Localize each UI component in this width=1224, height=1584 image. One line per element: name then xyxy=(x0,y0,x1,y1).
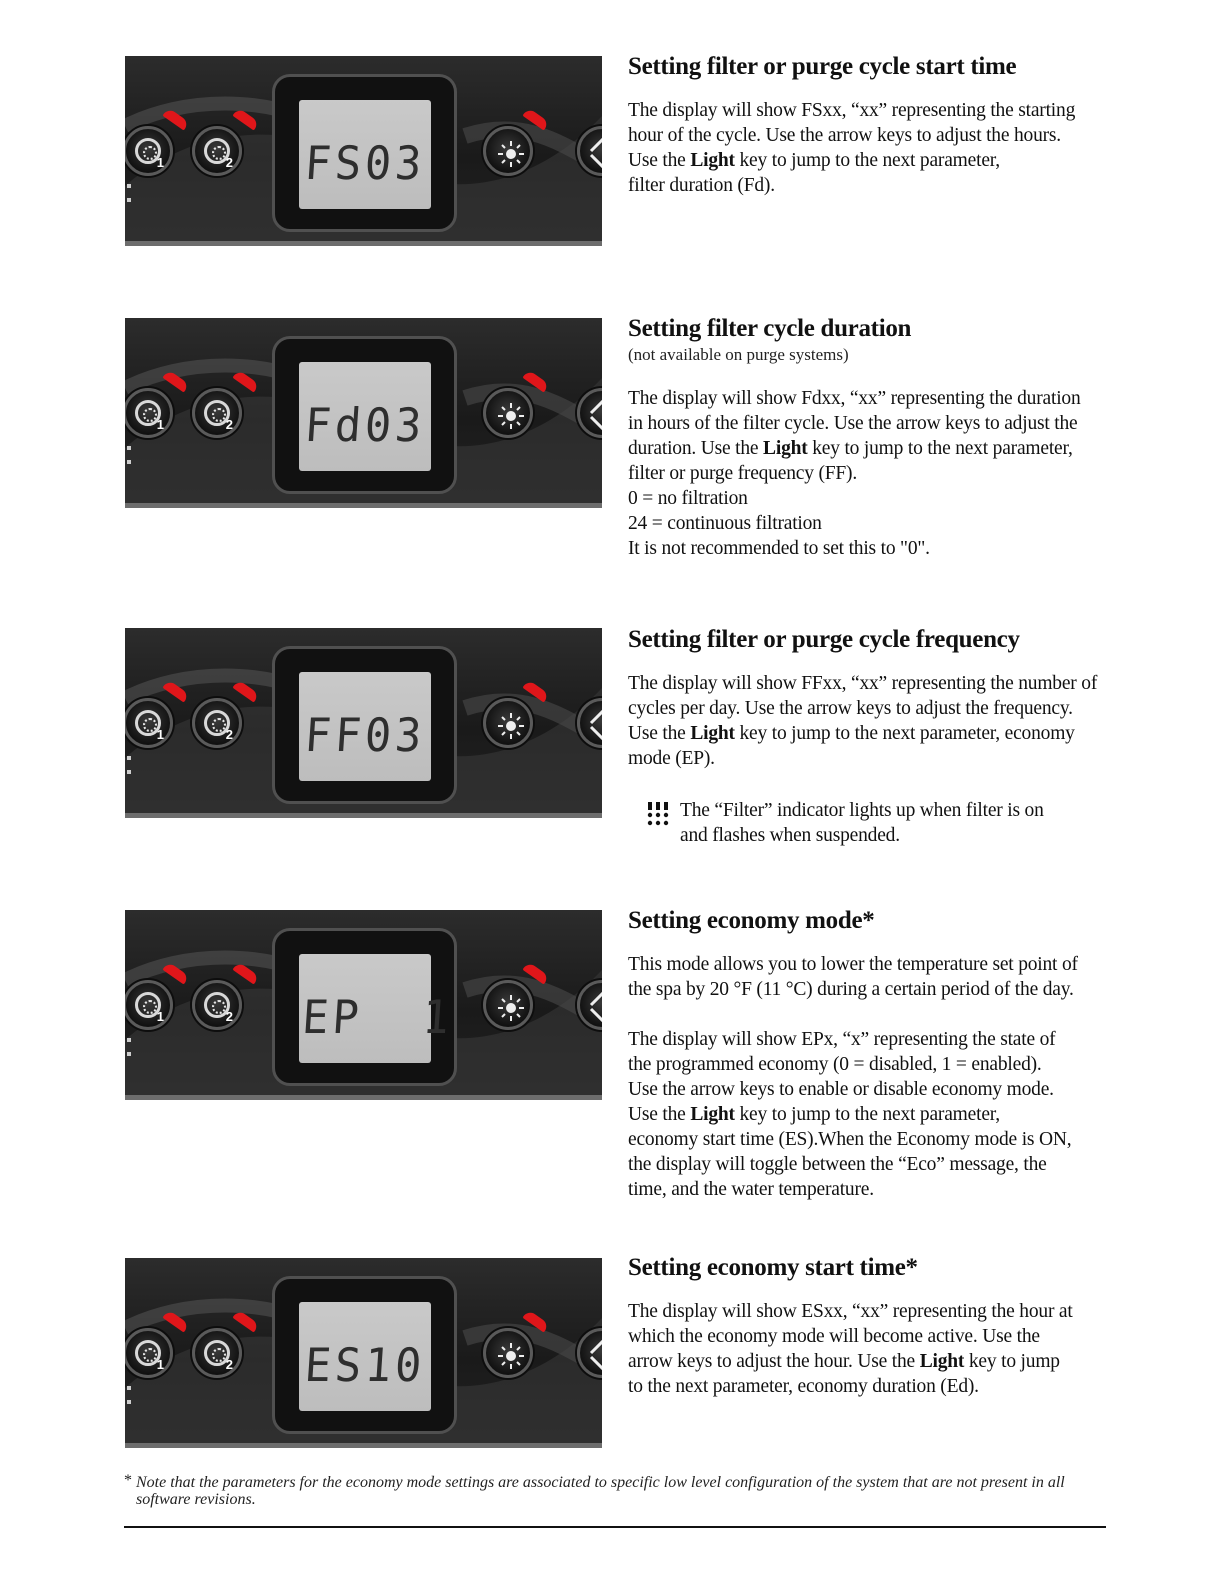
pump1-number: 1 xyxy=(156,155,164,170)
section-heading: Setting economy mode* xyxy=(628,907,875,934)
section-economy-start-time xyxy=(628,1253,1118,1399)
pump1-number: 1 xyxy=(156,417,164,432)
lcd-readout: FS03 xyxy=(302,136,428,190)
lcd-screen xyxy=(299,362,431,471)
sun-icon xyxy=(497,402,525,430)
up-down-arrow-icon xyxy=(587,397,602,433)
section-heading: Setting filter or purge cycle start time xyxy=(628,53,1017,80)
up-down-arrow-icon xyxy=(587,135,602,171)
section-intro: This mode allows you to lower the temperature set point of the spa by 20 °F (11 °C) during a certain period of the day. xyxy=(628,954,1078,1000)
up-down-arrow-icon xyxy=(587,1337,602,1373)
lcd-readout: Fd03 xyxy=(302,398,428,452)
light-button[interactable] xyxy=(483,698,533,748)
control-panel-image xyxy=(125,318,602,508)
control-panel-image xyxy=(125,56,602,246)
section-body: The display will show FSxx, “xx” representing the starting hour of the cycle. Use the arrow keys to adjust the hours. Use the Light key to jump to the next parameter, filter duration (Fd). xyxy=(628,100,1076,196)
control-panel-image xyxy=(125,1258,602,1448)
section-filter-start-time xyxy=(628,52,1118,198)
sun-icon xyxy=(497,140,525,168)
pump2-button[interactable] xyxy=(192,698,242,748)
pump1-button[interactable] xyxy=(125,1328,173,1378)
section-heading: Setting filter cycle duration xyxy=(628,315,912,342)
light-button[interactable] xyxy=(483,980,533,1030)
display-bezel xyxy=(272,646,457,804)
pump2-button[interactable] xyxy=(192,388,242,438)
lcd-screen xyxy=(299,1302,431,1411)
lcd-readout: FF03 xyxy=(302,708,428,762)
pump2-number: 2 xyxy=(225,155,233,170)
control-panel-image xyxy=(125,910,602,1100)
lcd-screen xyxy=(299,672,431,781)
pump1-button[interactable] xyxy=(125,388,173,438)
light-button[interactable] xyxy=(483,1328,533,1378)
pump2-button[interactable] xyxy=(192,126,242,176)
sun-icon xyxy=(497,712,525,740)
up-down-arrow-icon xyxy=(587,989,602,1025)
pump1-number: 1 xyxy=(156,1357,164,1372)
sun-icon xyxy=(497,994,525,1022)
light-button[interactable] xyxy=(483,126,533,176)
up-down-arrow-icon xyxy=(587,707,602,743)
section-heading: Setting filter or purge cycle frequency xyxy=(628,626,1020,653)
pump2-number: 2 xyxy=(225,417,233,432)
pump1-button[interactable] xyxy=(125,126,173,176)
footnote xyxy=(124,1474,1104,1508)
filter-note-text: The “Filter” indicator lights up when filter is on and flashes when suspended. xyxy=(680,800,1044,846)
pump1-number: 1 xyxy=(156,1009,164,1024)
pump2-number: 2 xyxy=(225,727,233,742)
pump1-number: 1 xyxy=(156,727,164,742)
footer-rule xyxy=(124,1526,1106,1528)
section-body: The display will show FFxx, “xx” representing the number of cycles per day. Use the arrow keys to adjust the frequency. Use the Light key to jump to the next parameter, economy mode (EP). xyxy=(628,673,1098,769)
light-button[interactable] xyxy=(483,388,533,438)
pump2-button[interactable] xyxy=(192,980,242,1030)
pump1-button[interactable] xyxy=(125,698,173,748)
section-filter-duration xyxy=(628,314,1118,561)
lcd-readout: EP 1 xyxy=(300,990,455,1044)
pump2-number: 2 xyxy=(225,1009,233,1024)
footnote-text: Note that the parameters for the economy mode settings are associated to specific low level configuration of the system that are not present in all software revisions. xyxy=(136,1474,1065,1508)
lcd-readout: ES10 xyxy=(302,1338,428,1392)
display-bezel xyxy=(272,336,457,494)
section-filter-frequency xyxy=(628,625,1118,771)
section-body: The display will show EPx, “x” representing the state of the programmed economy (0 = disabled, 1 = enabled). Use the arrow keys to enable or disable economy mode. Use the Light key to jump to the next parameter, economy start time (ES).When the Economy mode is ON, the display will toggle between the “Eco” message, the time, and the water temperature. xyxy=(628,1029,1072,1200)
section-body: The display will show Fdxx, “xx” representing the duration in hours of the filter cycle. Use the arrow keys to adjust the duration. Use the Light key to jump to the next parameter, filter or purge frequency (FF). 0 = no filtration 24 = continuous filtration It is not recommended to set this to "0". xyxy=(628,388,1081,559)
section-subheading: (not available on purge systems) xyxy=(628,345,849,364)
display-bezel xyxy=(272,928,457,1086)
sun-icon xyxy=(497,1342,525,1370)
section-heading: Setting economy start time* xyxy=(628,1254,918,1281)
pump1-button[interactable] xyxy=(125,980,173,1030)
filter-indicator-icon xyxy=(646,802,670,828)
section-economy-mode xyxy=(628,906,1118,1202)
pump2-number: 2 xyxy=(225,1357,233,1372)
pump2-button[interactable] xyxy=(192,1328,242,1378)
display-bezel xyxy=(272,1276,457,1434)
footnote-marker: * xyxy=(124,1472,132,1489)
control-panel-image xyxy=(125,628,602,818)
section-body: The display will show ESxx, “xx” representing the hour at which the economy mode will become active. Use the arrow keys to adjust the hour. Use the Light key to jump to the next parameter, economy duration (Ed). xyxy=(628,1301,1073,1397)
lcd-screen xyxy=(299,100,431,209)
lcd-screen xyxy=(299,954,455,1063)
display-bezel xyxy=(272,74,457,232)
